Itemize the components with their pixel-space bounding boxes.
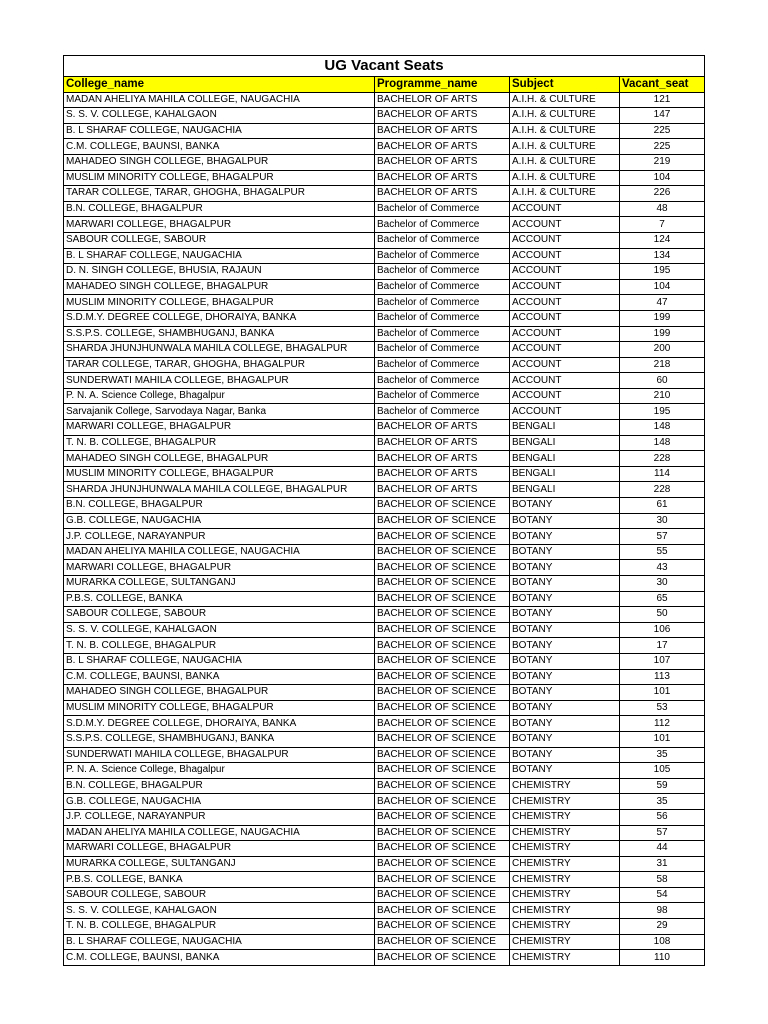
- college-name-cell: S.D.M.Y. DEGREE COLLEGE, DHORAIYA, BANKA: [64, 716, 375, 732]
- subject-cell: BENGALI: [510, 435, 620, 451]
- subject-cell: BOTANY: [510, 747, 620, 763]
- programme-name-cell: BACHELOR OF ARTS: [375, 466, 510, 482]
- column-header-college-name: College_name: [64, 77, 375, 93]
- table-row: [64, 123, 705, 139]
- table-row: [64, 903, 705, 919]
- programme-name-cell: BACHELOR OF SCIENCE: [375, 825, 510, 841]
- vacant-seat-cell: 106: [620, 622, 705, 638]
- vacant-seat-cell: 35: [620, 794, 705, 810]
- programme-name-cell: BACHELOR OF SCIENCE: [375, 903, 510, 919]
- subject-cell: BOTANY: [510, 513, 620, 529]
- vacant-seat-cell: 199: [620, 310, 705, 326]
- table-row: [64, 731, 705, 747]
- table-row: [64, 217, 705, 233]
- programme-name-cell: BACHELOR OF SCIENCE: [375, 560, 510, 576]
- subject-cell: CHEMISTRY: [510, 809, 620, 825]
- table-row: [64, 638, 705, 654]
- vacant-seat-cell: 121: [620, 92, 705, 108]
- programme-name-cell: Bachelor of Commerce: [375, 326, 510, 342]
- college-name-cell: P.B.S. COLLEGE, BANKA: [64, 591, 375, 607]
- table-row: [64, 201, 705, 217]
- college-name-cell: MARWARI COLLEGE, BHAGALPUR: [64, 420, 375, 436]
- subject-cell: BOTANY: [510, 731, 620, 747]
- programme-name-cell: BACHELOR OF SCIENCE: [375, 856, 510, 872]
- subject-cell: ACCOUNT: [510, 342, 620, 358]
- programme-name-cell: BACHELOR OF SCIENCE: [375, 685, 510, 701]
- college-name-cell: MAHADEO SINGH COLLEGE, BHAGALPUR: [64, 685, 375, 701]
- programme-name-cell: BACHELOR OF SCIENCE: [375, 529, 510, 545]
- subject-cell: ACCOUNT: [510, 217, 620, 233]
- subject-cell: A.I.H. & CULTURE: [510, 139, 620, 155]
- table-row: [64, 170, 705, 186]
- vacant-seat-cell: 57: [620, 825, 705, 841]
- subject-cell: BOTANY: [510, 638, 620, 654]
- subject-cell: BENGALI: [510, 420, 620, 436]
- programme-name-cell: BACHELOR OF SCIENCE: [375, 778, 510, 794]
- table-row: [64, 232, 705, 248]
- header-row: [64, 77, 705, 93]
- vacant-seat-cell: 57: [620, 529, 705, 545]
- subject-cell: CHEMISTRY: [510, 856, 620, 872]
- college-name-cell: B.N. COLLEGE, BHAGALPUR: [64, 498, 375, 514]
- subject-cell: BOTANY: [510, 591, 620, 607]
- vacant-seat-cell: 58: [620, 872, 705, 888]
- college-name-cell: Sarvajanik College, Sarvodaya Nagar, Banka: [64, 404, 375, 420]
- subject-cell: A.I.H. & CULTURE: [510, 123, 620, 139]
- subject-cell: A.I.H. & CULTURE: [510, 170, 620, 186]
- table-row: [64, 264, 705, 280]
- programme-name-cell: BACHELOR OF SCIENCE: [375, 591, 510, 607]
- table-row: [64, 763, 705, 779]
- table-row: [64, 841, 705, 857]
- vacant-seat-cell: 98: [620, 903, 705, 919]
- college-name-cell: S. S. V. COLLEGE, KAHALGAON: [64, 622, 375, 638]
- programme-name-cell: BACHELOR OF SCIENCE: [375, 731, 510, 747]
- programme-name-cell: BACHELOR OF SCIENCE: [375, 872, 510, 888]
- programme-name-cell: BACHELOR OF SCIENCE: [375, 763, 510, 779]
- subject-cell: A.I.H. & CULTURE: [510, 92, 620, 108]
- subject-cell: CHEMISTRY: [510, 825, 620, 841]
- table-row: [64, 451, 705, 467]
- table-row: [64, 934, 705, 950]
- college-name-cell: S.S.P.S. COLLEGE, SHAMBHUGANJ, BANKA: [64, 326, 375, 342]
- table-row: [64, 560, 705, 576]
- table-row: [64, 607, 705, 623]
- programme-name-cell: BACHELOR OF SCIENCE: [375, 700, 510, 716]
- table-row: [64, 872, 705, 888]
- subject-cell: CHEMISTRY: [510, 794, 620, 810]
- programme-name-cell: BACHELOR OF SCIENCE: [375, 544, 510, 560]
- programme-name-cell: BACHELOR OF ARTS: [375, 186, 510, 202]
- subject-cell: BOTANY: [510, 529, 620, 545]
- college-name-cell: MUSLIM MINORITY COLLEGE, BHAGALPUR: [64, 700, 375, 716]
- subject-cell: CHEMISTRY: [510, 934, 620, 950]
- college-name-cell: T. N. B. COLLEGE, BHAGALPUR: [64, 919, 375, 935]
- college-name-cell: S. S. V. COLLEGE, KAHALGAON: [64, 108, 375, 124]
- subject-cell: A.I.H. & CULTURE: [510, 108, 620, 124]
- college-name-cell: SHARDA JHUNJHUNWALA MAHILA COLLEGE, BHAGALPUR: [64, 482, 375, 498]
- table-row: [64, 466, 705, 482]
- college-name-cell: P. N. A. Science College, Bhagalpur: [64, 763, 375, 779]
- table-row: [64, 950, 705, 966]
- programme-name-cell: BACHELOR OF SCIENCE: [375, 716, 510, 732]
- programme-name-cell: BACHELOR OF SCIENCE: [375, 498, 510, 514]
- subject-cell: CHEMISTRY: [510, 919, 620, 935]
- programme-name-cell: BACHELOR OF ARTS: [375, 420, 510, 436]
- college-name-cell: C.M. COLLEGE, BAUNSI, BANKA: [64, 950, 375, 966]
- vacant-seat-cell: 7: [620, 217, 705, 233]
- college-name-cell: SHARDA JHUNJHUNWALA MAHILA COLLEGE, BHAGALPUR: [64, 342, 375, 358]
- table-row: [64, 544, 705, 560]
- vacant-seat-cell: 228: [620, 451, 705, 467]
- table-row: [64, 186, 705, 202]
- table-row: [64, 685, 705, 701]
- table-row: [64, 310, 705, 326]
- programme-name-cell: BACHELOR OF SCIENCE: [375, 809, 510, 825]
- programme-name-cell: Bachelor of Commerce: [375, 295, 510, 311]
- table-row: [64, 139, 705, 155]
- college-name-cell: MUSLIM MINORITY COLLEGE, BHAGALPUR: [64, 170, 375, 186]
- subject-cell: BOTANY: [510, 498, 620, 514]
- college-name-cell: TARAR COLLEGE, TARAR, GHOGHA, BHAGALPUR: [64, 186, 375, 202]
- college-name-cell: MARWARI COLLEGE, BHAGALPUR: [64, 560, 375, 576]
- programme-name-cell: BACHELOR OF ARTS: [375, 482, 510, 498]
- table-row: [64, 622, 705, 638]
- subject-cell: BOTANY: [510, 685, 620, 701]
- programme-name-cell: Bachelor of Commerce: [375, 310, 510, 326]
- table-row: [64, 529, 705, 545]
- subject-cell: ACCOUNT: [510, 295, 620, 311]
- table-row: [64, 700, 705, 716]
- programme-name-cell: BACHELOR OF SCIENCE: [375, 669, 510, 685]
- table-row: [64, 295, 705, 311]
- college-name-cell: MADAN AHELIYA MAHILA COLLEGE, NAUGACHIA: [64, 92, 375, 108]
- vacant-seat-cell: 104: [620, 279, 705, 295]
- column-header-programme-name: Programme_name: [375, 77, 510, 93]
- subject-cell: BENGALI: [510, 482, 620, 498]
- table-row: [64, 92, 705, 108]
- table-row: [64, 404, 705, 420]
- subject-cell: ACCOUNT: [510, 388, 620, 404]
- subject-cell: ACCOUNT: [510, 201, 620, 217]
- vacant-seat-cell: 108: [620, 934, 705, 950]
- vacant-seats-table: [63, 55, 705, 966]
- college-name-cell: C.M. COLLEGE, BAUNSI, BANKA: [64, 669, 375, 685]
- vacant-seat-cell: 219: [620, 154, 705, 170]
- table-row: [64, 108, 705, 124]
- title-row: [64, 56, 705, 77]
- subject-cell: BOTANY: [510, 763, 620, 779]
- table-row: [64, 513, 705, 529]
- table-row: [64, 669, 705, 685]
- college-name-cell: J.P. COLLEGE, NARAYANPUR: [64, 529, 375, 545]
- college-name-cell: TARAR COLLEGE, TARAR, GHOGHA, BHAGALPUR: [64, 357, 375, 373]
- subject-cell: CHEMISTRY: [510, 778, 620, 794]
- vacant-seat-cell: 61: [620, 498, 705, 514]
- subject-cell: BENGALI: [510, 451, 620, 467]
- programme-name-cell: BACHELOR OF SCIENCE: [375, 934, 510, 950]
- table-row: [64, 778, 705, 794]
- programme-name-cell: Bachelor of Commerce: [375, 248, 510, 264]
- college-name-cell: T. N. B. COLLEGE, BHAGALPUR: [64, 638, 375, 654]
- table-row: [64, 809, 705, 825]
- subject-cell: BOTANY: [510, 622, 620, 638]
- college-name-cell: MUSLIM MINORITY COLLEGE, BHAGALPUR: [64, 295, 375, 311]
- vacant-seat-cell: 104: [620, 170, 705, 186]
- programme-name-cell: Bachelor of Commerce: [375, 373, 510, 389]
- subject-cell: BOTANY: [510, 544, 620, 560]
- college-name-cell: S.S.P.S. COLLEGE, SHAMBHUGANJ, BANKA: [64, 731, 375, 747]
- college-name-cell: MURARKA COLLEGE, SULTANGANJ: [64, 576, 375, 592]
- programme-name-cell: BACHELOR OF ARTS: [375, 170, 510, 186]
- table-row: [64, 576, 705, 592]
- vacant-seat-cell: 35: [620, 747, 705, 763]
- vacant-seat-cell: 17: [620, 638, 705, 654]
- programme-name-cell: Bachelor of Commerce: [375, 201, 510, 217]
- vacant-seat-cell: 113: [620, 669, 705, 685]
- programme-name-cell: BACHELOR OF SCIENCE: [375, 747, 510, 763]
- college-name-cell: SUNDERWATI MAHILA COLLEGE, BHAGALPUR: [64, 747, 375, 763]
- college-name-cell: P.B.S. COLLEGE, BANKA: [64, 872, 375, 888]
- subject-cell: BOTANY: [510, 560, 620, 576]
- vacant-seat-cell: 101: [620, 731, 705, 747]
- programme-name-cell: BACHELOR OF SCIENCE: [375, 841, 510, 857]
- college-name-cell: C.M. COLLEGE, BAUNSI, BANKA: [64, 139, 375, 155]
- vacant-seat-cell: 147: [620, 108, 705, 124]
- column-header-vacant-seat: Vacant_seat: [620, 77, 705, 93]
- table-row: [64, 591, 705, 607]
- table-row: [64, 154, 705, 170]
- vacant-seat-cell: 105: [620, 763, 705, 779]
- table-row: [64, 388, 705, 404]
- subject-cell: ACCOUNT: [510, 310, 620, 326]
- college-name-cell: G.B. COLLEGE, NAUGACHIA: [64, 794, 375, 810]
- programme-name-cell: BACHELOR OF SCIENCE: [375, 919, 510, 935]
- vacant-seat-cell: 134: [620, 248, 705, 264]
- college-name-cell: B. L SHARAF COLLEGE, NAUGACHIA: [64, 248, 375, 264]
- table-row: [64, 248, 705, 264]
- vacant-seat-cell: 226: [620, 186, 705, 202]
- college-name-cell: SABOUR COLLEGE, SABOUR: [64, 887, 375, 903]
- vacant-seat-cell: 56: [620, 809, 705, 825]
- table-row: [64, 825, 705, 841]
- college-name-cell: B.N. COLLEGE, BHAGALPUR: [64, 201, 375, 217]
- college-name-cell: MAHADEO SINGH COLLEGE, BHAGALPUR: [64, 154, 375, 170]
- table-row: [64, 653, 705, 669]
- programme-name-cell: BACHELOR OF SCIENCE: [375, 794, 510, 810]
- programme-name-cell: Bachelor of Commerce: [375, 232, 510, 248]
- vacant-seat-cell: 228: [620, 482, 705, 498]
- table-body: [64, 92, 705, 965]
- table-row: [64, 279, 705, 295]
- vacant-seat-cell: 50: [620, 607, 705, 623]
- vacant-seat-cell: 54: [620, 887, 705, 903]
- programme-name-cell: BACHELOR OF SCIENCE: [375, 607, 510, 623]
- subject-cell: ACCOUNT: [510, 404, 620, 420]
- subject-cell: ACCOUNT: [510, 264, 620, 280]
- programme-name-cell: Bachelor of Commerce: [375, 342, 510, 358]
- subject-cell: BOTANY: [510, 607, 620, 623]
- programme-name-cell: Bachelor of Commerce: [375, 388, 510, 404]
- vacant-seat-cell: 60: [620, 373, 705, 389]
- vacant-seat-cell: 43: [620, 560, 705, 576]
- vacant-seat-cell: 225: [620, 139, 705, 155]
- programme-name-cell: BACHELOR OF SCIENCE: [375, 638, 510, 654]
- programme-name-cell: BACHELOR OF SCIENCE: [375, 950, 510, 966]
- table-row: [64, 716, 705, 732]
- college-name-cell: S.D.M.Y. DEGREE COLLEGE, DHORAIYA, BANKA: [64, 310, 375, 326]
- college-name-cell: MUSLIM MINORITY COLLEGE, BHAGALPUR: [64, 466, 375, 482]
- college-name-cell: B.N. COLLEGE, BHAGALPUR: [64, 778, 375, 794]
- college-name-cell: S. S. V. COLLEGE, KAHALGAON: [64, 903, 375, 919]
- college-name-cell: SABOUR COLLEGE, SABOUR: [64, 607, 375, 623]
- subject-cell: CHEMISTRY: [510, 872, 620, 888]
- vacant-seat-cell: 225: [620, 123, 705, 139]
- vacant-seat-cell: 124: [620, 232, 705, 248]
- vacant-seat-cell: 29: [620, 919, 705, 935]
- vacant-seat-cell: 101: [620, 685, 705, 701]
- subject-cell: ACCOUNT: [510, 326, 620, 342]
- college-name-cell: MADAN AHELIYA MAHILA COLLEGE, NAUGACHIA: [64, 544, 375, 560]
- subject-cell: BENGALI: [510, 466, 620, 482]
- table-row: [64, 794, 705, 810]
- subject-cell: CHEMISTRY: [510, 841, 620, 857]
- vacant-seat-cell: 55: [620, 544, 705, 560]
- college-name-cell: B. L SHARAF COLLEGE, NAUGACHIA: [64, 123, 375, 139]
- programme-name-cell: BACHELOR OF ARTS: [375, 451, 510, 467]
- programme-name-cell: Bachelor of Commerce: [375, 404, 510, 420]
- subject-cell: CHEMISTRY: [510, 887, 620, 903]
- table-row: [64, 373, 705, 389]
- college-name-cell: T. N. B. COLLEGE, BHAGALPUR: [64, 435, 375, 451]
- college-name-cell: B. L SHARAF COLLEGE, NAUGACHIA: [64, 653, 375, 669]
- programme-name-cell: BACHELOR OF ARTS: [375, 92, 510, 108]
- table-row: [64, 326, 705, 342]
- vacant-seat-cell: 53: [620, 700, 705, 716]
- table-row: [64, 420, 705, 436]
- vacant-seat-cell: 65: [620, 591, 705, 607]
- subject-cell: BOTANY: [510, 700, 620, 716]
- table-row: [64, 342, 705, 358]
- subject-cell: ACCOUNT: [510, 232, 620, 248]
- college-name-cell: SABOUR COLLEGE, SABOUR: [64, 232, 375, 248]
- college-name-cell: D. N. SINGH COLLEGE, BHUSIA, RAJAUN: [64, 264, 375, 280]
- vacant-seat-cell: 114: [620, 466, 705, 482]
- vacant-seat-cell: 107: [620, 653, 705, 669]
- table-row: [64, 435, 705, 451]
- subject-cell: BOTANY: [510, 576, 620, 592]
- programme-name-cell: BACHELOR OF SCIENCE: [375, 622, 510, 638]
- vacant-seat-cell: 195: [620, 404, 705, 420]
- table-row: [64, 747, 705, 763]
- college-name-cell: J.P. COLLEGE, NARAYANPUR: [64, 809, 375, 825]
- table-row: [64, 357, 705, 373]
- programme-name-cell: BACHELOR OF SCIENCE: [375, 513, 510, 529]
- college-name-cell: MAHADEO SINGH COLLEGE, BHAGALPUR: [64, 451, 375, 467]
- subject-cell: BOTANY: [510, 669, 620, 685]
- programme-name-cell: BACHELOR OF ARTS: [375, 154, 510, 170]
- vacant-seat-cell: 110: [620, 950, 705, 966]
- college-name-cell: MADAN AHELIYA MAHILA COLLEGE, NAUGACHIA: [64, 825, 375, 841]
- subject-cell: A.I.H. & CULTURE: [510, 186, 620, 202]
- vacant-seat-cell: 44: [620, 841, 705, 857]
- vacant-seat-cell: 48: [620, 201, 705, 217]
- subject-cell: ACCOUNT: [510, 248, 620, 264]
- vacant-seat-cell: 195: [620, 264, 705, 280]
- vacant-seat-cell: 112: [620, 716, 705, 732]
- subject-cell: CHEMISTRY: [510, 903, 620, 919]
- vacant-seat-cell: 30: [620, 513, 705, 529]
- vacant-seat-cell: 218: [620, 357, 705, 373]
- programme-name-cell: Bachelor of Commerce: [375, 357, 510, 373]
- table-row: [64, 856, 705, 872]
- programme-name-cell: BACHELOR OF ARTS: [375, 435, 510, 451]
- programme-name-cell: Bachelor of Commerce: [375, 279, 510, 295]
- college-name-cell: G.B. COLLEGE, NAUGACHIA: [64, 513, 375, 529]
- vacant-seat-cell: 47: [620, 295, 705, 311]
- table-row: [64, 919, 705, 935]
- vacant-seat-cell: 148: [620, 420, 705, 436]
- table-row: [64, 498, 705, 514]
- subject-cell: ACCOUNT: [510, 373, 620, 389]
- programme-name-cell: BACHELOR OF SCIENCE: [375, 576, 510, 592]
- vacant-seat-cell: 210: [620, 388, 705, 404]
- subject-cell: BOTANY: [510, 653, 620, 669]
- table-row: [64, 482, 705, 498]
- subject-cell: CHEMISTRY: [510, 950, 620, 966]
- subject-cell: ACCOUNT: [510, 357, 620, 373]
- college-name-cell: MARWARI COLLEGE, BHAGALPUR: [64, 841, 375, 857]
- college-name-cell: MARWARI COLLEGE, BHAGALPUR: [64, 217, 375, 233]
- college-name-cell: MURARKA COLLEGE, SULTANGANJ: [64, 856, 375, 872]
- programme-name-cell: Bachelor of Commerce: [375, 217, 510, 233]
- programme-name-cell: BACHELOR OF ARTS: [375, 108, 510, 124]
- college-name-cell: B. L SHARAF COLLEGE, NAUGACHIA: [64, 934, 375, 950]
- vacant-seat-cell: 199: [620, 326, 705, 342]
- college-name-cell: P. N. A. Science College, Bhagalpur: [64, 388, 375, 404]
- vacant-seat-cell: 30: [620, 576, 705, 592]
- vacant-seat-cell: 31: [620, 856, 705, 872]
- vacant-seat-cell: 200: [620, 342, 705, 358]
- subject-cell: ACCOUNT: [510, 279, 620, 295]
- table-title: UG Vacant Seats: [64, 56, 705, 77]
- programme-name-cell: BACHELOR OF SCIENCE: [375, 887, 510, 903]
- column-header-subject: Subject: [510, 77, 620, 93]
- subject-cell: A.I.H. & CULTURE: [510, 154, 620, 170]
- programme-name-cell: Bachelor of Commerce: [375, 264, 510, 280]
- programme-name-cell: BACHELOR OF ARTS: [375, 139, 510, 155]
- programme-name-cell: BACHELOR OF ARTS: [375, 123, 510, 139]
- subject-cell: BOTANY: [510, 716, 620, 732]
- vacant-seat-cell: 148: [620, 435, 705, 451]
- table-row: [64, 887, 705, 903]
- programme-name-cell: BACHELOR OF SCIENCE: [375, 653, 510, 669]
- vacant-seat-cell: 59: [620, 778, 705, 794]
- college-name-cell: SUNDERWATI MAHILA COLLEGE, BHAGALPUR: [64, 373, 375, 389]
- college-name-cell: MAHADEO SINGH COLLEGE, BHAGALPUR: [64, 279, 375, 295]
